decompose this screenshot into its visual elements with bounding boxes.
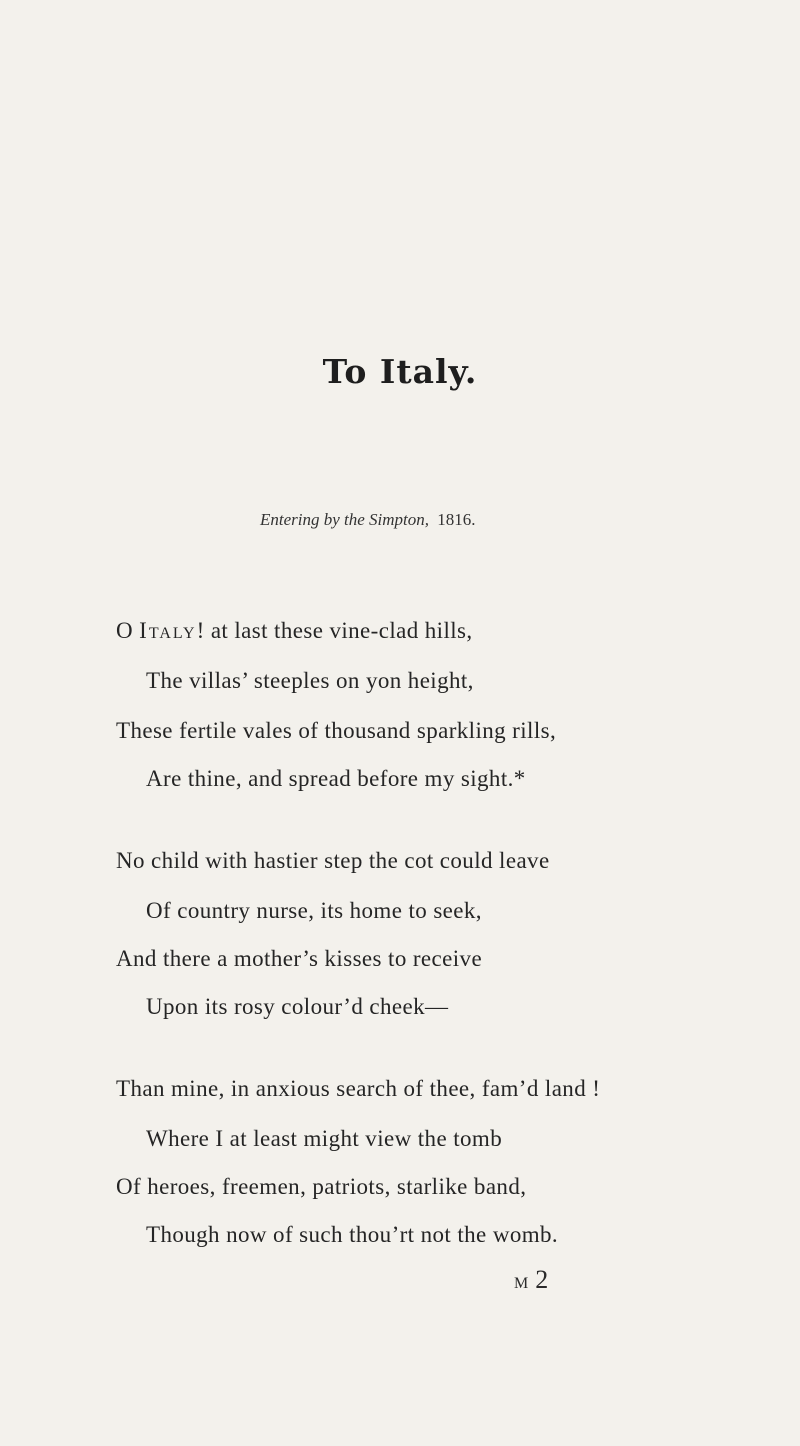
subtitle-place: Entering by the Simpton,: [260, 510, 430, 529]
stanza-2-line-4: Upon its rosy colour’d cheek—: [146, 994, 449, 1019]
stanza-3-line-4: Though now of such thou’rt not the womb.: [146, 1222, 559, 1247]
line-rest: ! at last these vine-clad hills,: [196, 618, 473, 643]
stanza-3-line-1: Than mine, in anxious search of thee, fam’d land !: [116, 1076, 601, 1101]
stanza-3-line-3: Of heroes, freemen, patriots, starlike band,: [116, 1174, 527, 1199]
stanza-2-line-1: No child with hastier step the cot could leave: [116, 848, 550, 873]
signature-letter: M: [514, 1275, 530, 1292]
line-prefix: O: [116, 618, 140, 643]
stanza-1-line-3: These fertile vales of thousand sparkling rills,: [116, 718, 557, 743]
poem-title: To Italy.: [322, 352, 478, 391]
signature-number: 2: [535, 1265, 552, 1294]
poem-subtitle: [260, 510, 680, 530]
printer-signature-mark: [514, 1265, 551, 1295]
stanza-1-line-1: [116, 618, 473, 644]
stanza-1-line-2: The villas’ steeples on yon height,: [146, 668, 474, 693]
italy-smallcaps: Italy: [139, 618, 197, 643]
stanza-1-line-4: Are thine, and spread before my sight.*: [146, 766, 526, 791]
stanza-2-line-2: Of country nurse, its home to seek,: [146, 898, 482, 923]
stanza-3-line-2: Where I at least might view the tomb: [146, 1126, 503, 1151]
subtitle-year: 1816.: [437, 510, 476, 529]
stanza-2-line-3: And there a mother’s kisses to receive: [116, 946, 483, 971]
